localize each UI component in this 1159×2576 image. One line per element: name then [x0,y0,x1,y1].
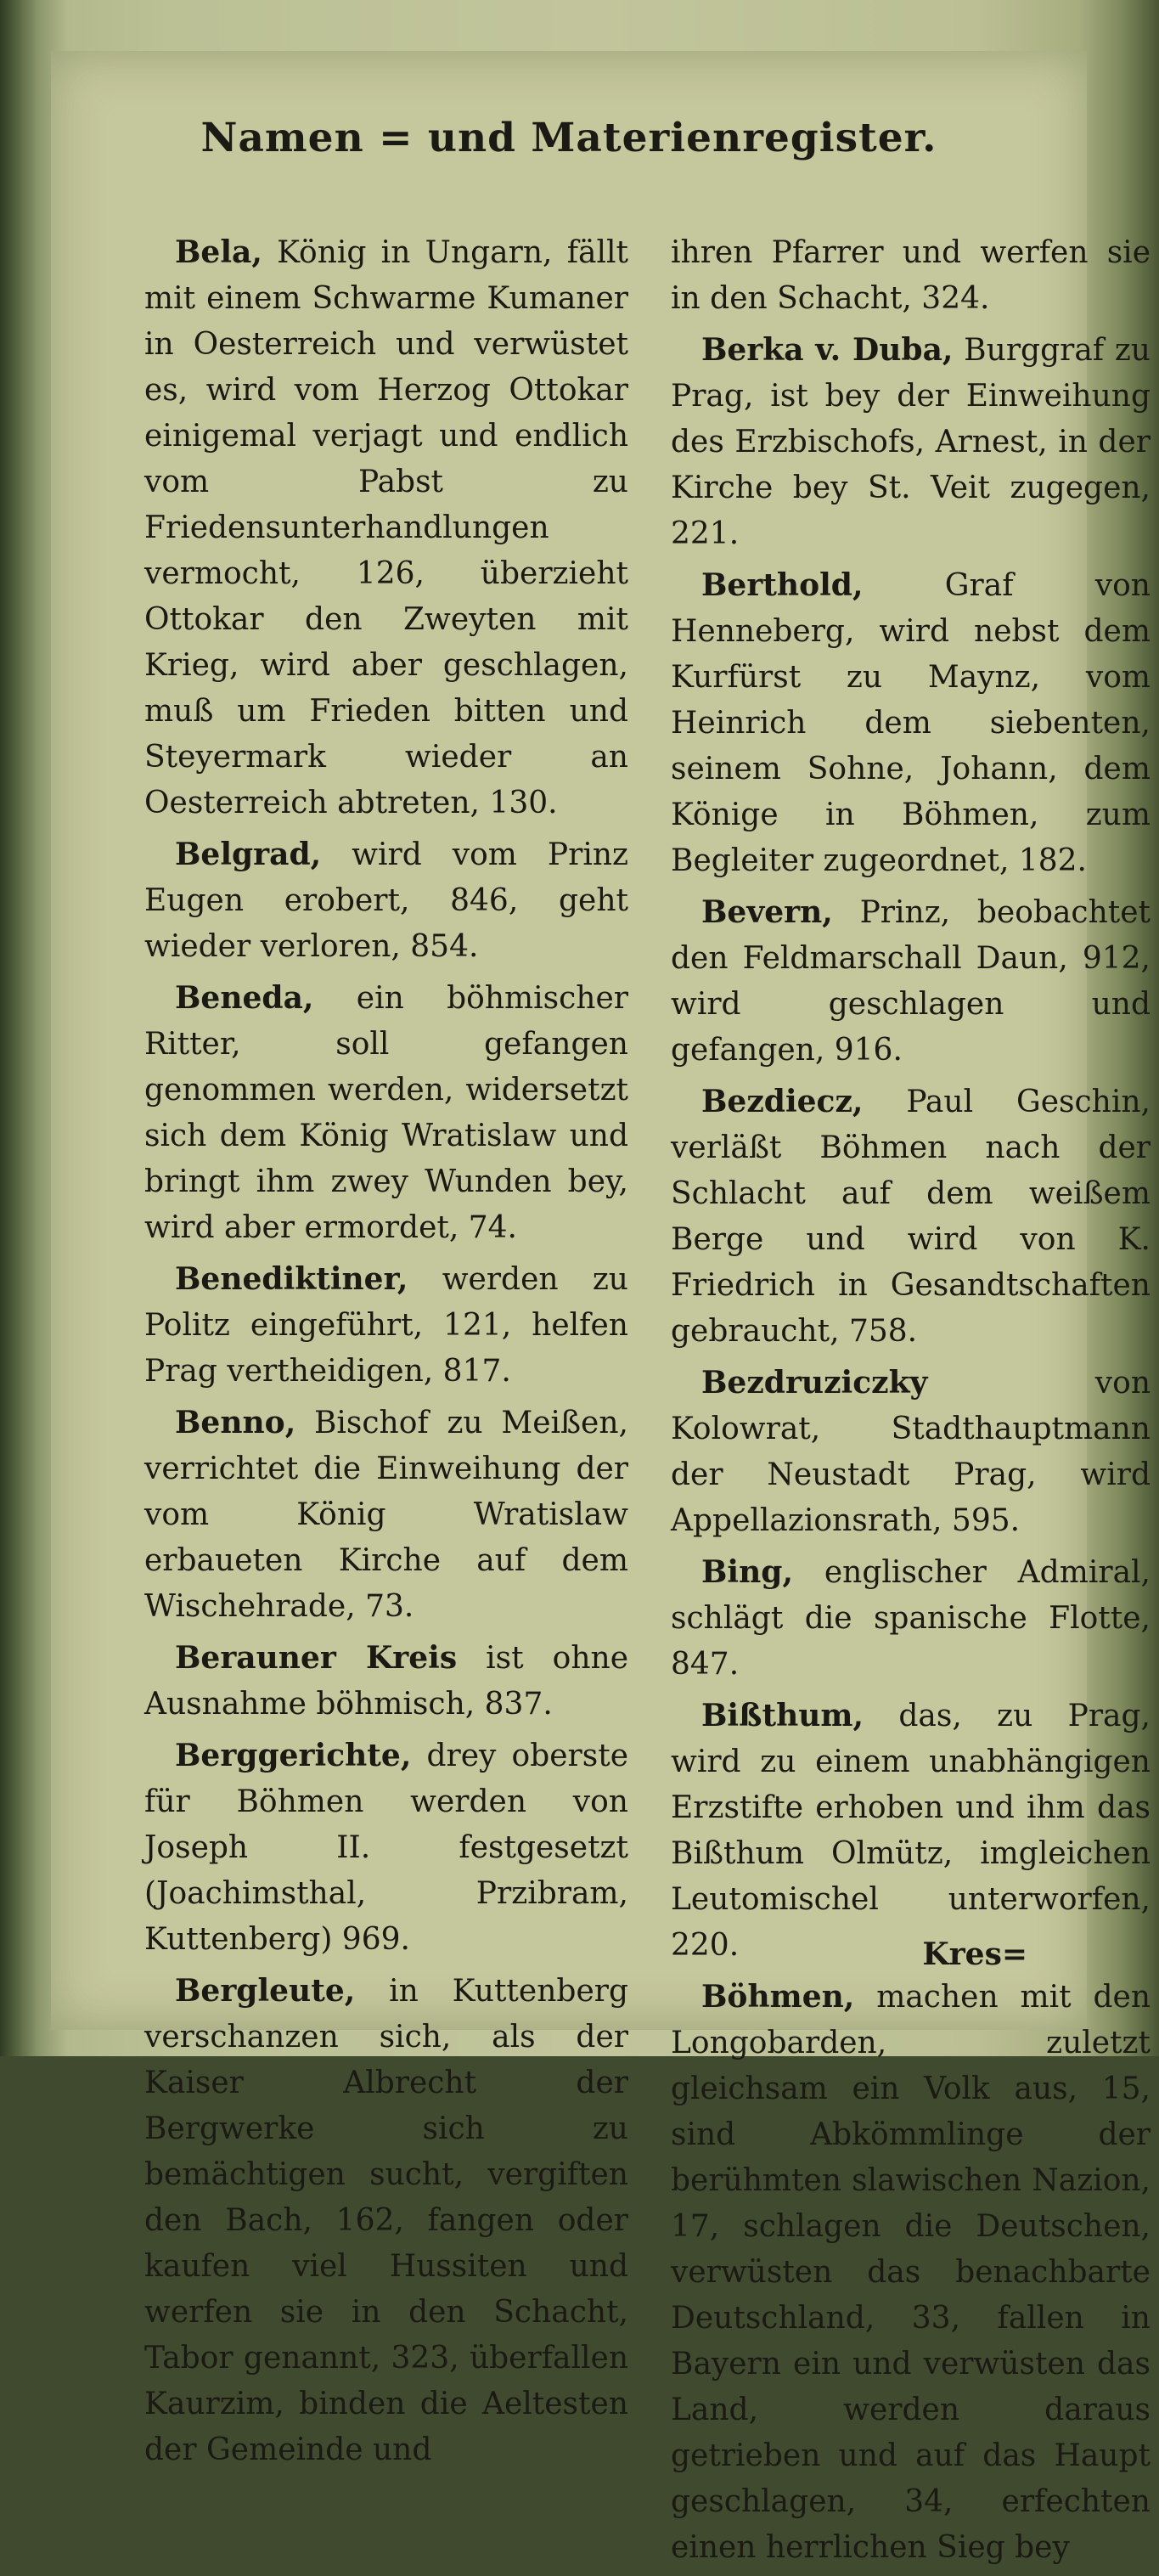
index-entry [144,1733,628,1963]
entry-text: König in Ungarn, fällt mit einem Schwarme Kumaner in Oesterreich und verwüstet es, wird vom Herzog Ottokar einigemal verjagt und endlich vom Pabst zu Friedensunterhandlungen vermocht, 126, überzieht Ottokar den Zweyten mit Krieg, wird aber geschlagen, muß um Frieden bitten und Steyermark wieder an Oesterreich abtreten, 130. [144,235,628,820]
entry-text: das, zu Prag, wird zu einem unabhängigen Erzstifte erhoben und ihm das Bißthum Olmütz, imgleichen Leutomischel unterworfen, 220. [671,1699,1151,1963]
entry-lemma: Bezdruziczky [701,1365,928,1401]
book-page [51,51,1151,2565]
page-header: Namen = und Materienregister. [200,115,937,161]
index-entry [671,1079,1151,1355]
index-entry [671,889,1151,1074]
entry-text: Graf von Henneberg, wird nebst dem Kurfürst zu Maynz, vom Heinrich dem siebenten, seinem Sohne, Johann, dem Könige in Böhmen, zum Begleiter zugeordnet, 182. [671,568,1151,878]
index-entry [671,1549,1151,1688]
entry-text: in Kuttenberg verschanzen sich, als der Kaiser Albrecht der Bergwerke sich zu bemächtigen sucht, vergiften den Bach, 162, fangen oder kaufen viel Hussiten und werfen sie in den Schacht, Tabor genannt, 323, überfallen Kaurzim, binden die Aeltesten der Gemeinde und [144,1974,628,2467]
entry-text: englischer Admiral, schlägt die spanische Flotte, 847. [671,1555,1151,1682]
entry-lemma: Benediktiner, [175,1261,408,1297]
entry-lemma: Berauner Kreis [175,1640,458,1676]
index-entry [144,1635,628,1728]
index-entry [144,1400,628,1630]
index-entry [671,327,1151,557]
index-entry [144,975,628,1251]
entry-text: ein böhmischer Ritter, soll gefangen genommen werden, widersetzt sich dem König Wratislaw und bringt ihm zwey Wunden bey, wird aber ermordet, 74. [144,981,628,1245]
index-entry [671,1693,1151,1969]
entry-text: von Kolowrat, Stadthauptmann der Neustadt Prag, wird Appellazionsrath, 595. [671,1366,1151,1538]
entry-lemma: Bing, [701,1554,793,1590]
entry-text: ist ohne Ausnahme böhmisch, 837. [144,1641,628,1722]
entry-lemma: Berka v. Duba, [701,332,954,368]
entry-text: machen mit den Longobarden, zuletzt gleichsam ein Volk aus, 15, sind Abkömmlinge der berühmten slawischen Nazion, 17, schlagen die Deutschen, verwüsten das benachbarte Deutschland, 33, fallen in Bayern ein und verwüsten das Land, werden daraus getrieben und auf das Haupt geschlagen, 34, erfechten einen herrlichen Sieg bey [671,1980,1151,2565]
index-entry [671,1974,1151,2571]
right-column [671,229,1151,2576]
entry-lemma: Bergleute, [175,1973,356,2009]
entry-lemma: Bela, [175,234,262,270]
left-column [144,229,628,2478]
catchword: Kres= [922,1936,1027,1972]
entry-lemma: Bezdiecz, [701,1084,864,1119]
index-entry [671,229,1151,322]
entry-text: ihren Pfarrer und werfen sie in den Schacht, 324. [671,235,1151,316]
entry-text: Burggraf zu Prag, ist bey der Einweihung des Erzbischofs, Arnest, in der Kirche bey St. Veit zugegen, 221. [671,333,1151,551]
index-entry [144,1968,628,2473]
entry-text: werden zu Politz eingeführt, 121, helfen Prag vertheidigen, 817. [144,1262,628,1389]
entry-lemma: Berggerichte, [175,1738,412,1773]
entry-text: Prinz, beobachtet den Feldmarschall Daun, 912, wird geschlagen und gefangen, 916. [671,895,1151,1068]
index-entry [144,229,628,826]
entry-text: wird vom Prinz Eugen erobert, 846, geht wieder verloren, 854. [144,837,628,964]
entry-lemma: Bißthum, [701,1698,864,1733]
entry-lemma: Belgrad, [175,837,322,872]
entry-text: Paul Geschin, verläßt Böhmen nach der Schlacht auf dem weißem Berge und wird von K. Friedrich in Gesandtschaften gebraucht, 758. [671,1085,1151,1349]
entry-text: drey oberste für Böhmen werden von Joseph II. festgesetzt (Joachimsthal, Przibram, Kuttenberg) 969. [144,1739,628,1957]
entry-lemma: Böhmen, [701,1979,855,2015]
index-entry [671,562,1151,884]
entry-lemma: Bevern, [701,894,833,930]
entry-lemma: Beneda, [175,980,314,1016]
index-entry [144,1256,628,1395]
entry-lemma: Benno, [175,1405,296,1440]
index-entry [671,1360,1151,1544]
entry-lemma: Berthold, [701,567,864,603]
entry-text: Bischof zu Meißen, verrichtet die Einweihung der vom König Wratislaw erbaueten Kirche auf dem Wischehrade, 73. [144,1406,628,1624]
index-entry [144,831,628,970]
